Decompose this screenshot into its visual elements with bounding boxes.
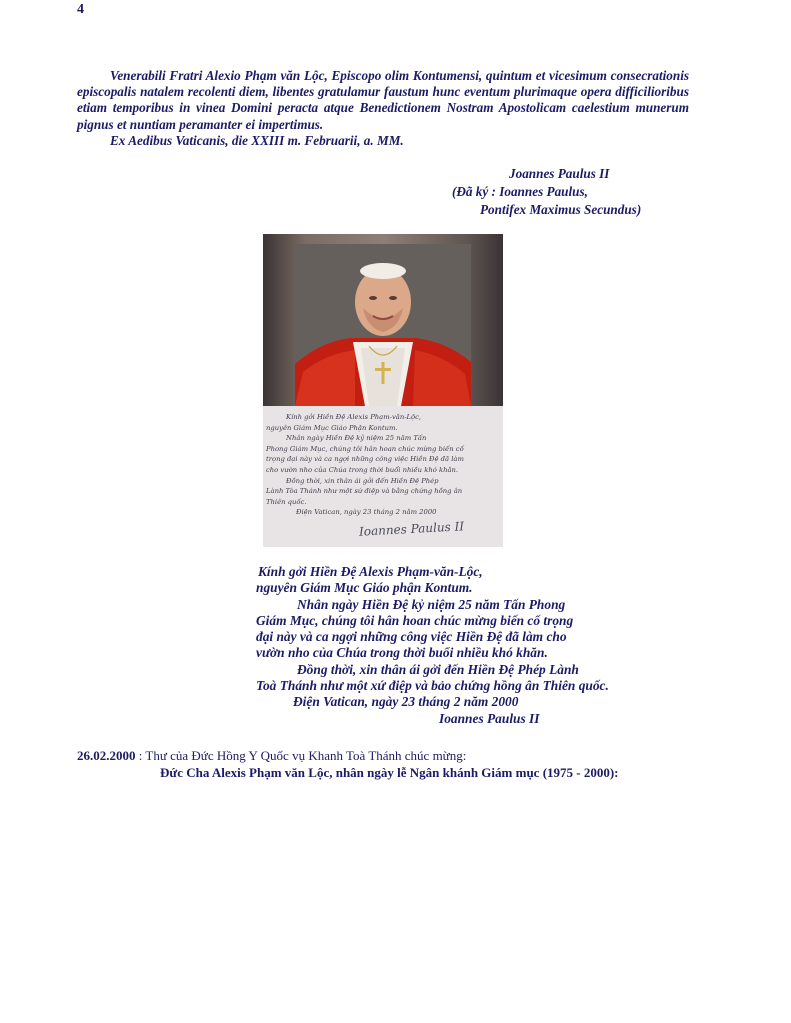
- viet-line: đại này và ca ngợi những công việc Hiền Đệ đã làm cho: [256, 629, 567, 645]
- viet-line: Giám Mục, chúng tôi hân hoan chúc mừng biến cố trọng: [256, 612, 574, 628]
- card-line: nguyên Giám Mục Giáo Phận Kontum.: [266, 423, 398, 432]
- card-line: Nhân ngày Hiền Đệ kỷ niệm 25 năm Tấn: [286, 434, 427, 443]
- viet-line: nguyên Giám Mục Giáo phận Kontum.: [256, 580, 473, 596]
- card-line: cho vườn nho của Chúa trong thời buổi nhiều khó khăn.: [266, 465, 459, 474]
- card-line: Kính gởi Hiền Đệ Alexis Phạm-văn-Lộc,: [286, 413, 422, 421]
- pope-photo-with-card: [263, 234, 503, 547]
- card-line: trọng đại này và ca ngợi những công việc Hiền Đệ đã làm: [266, 455, 464, 464]
- signed-note-line-1: (Đã ký : Ioannes Paulus,: [452, 184, 588, 199]
- viet-line: Đồng thời, xin thân ái gởi đến Hiền Đệ Phép Lành: [297, 661, 579, 677]
- pope-portrait-image: [295, 244, 471, 406]
- handwritten-signature: Ioannes Paulus II: [358, 519, 465, 539]
- card-text: [266, 412, 500, 518]
- footer-text: : Thư của Đức Hồng Y Quốc vụ Khanh Toà Thánh chúc mừng:: [135, 748, 467, 763]
- card-line: Đồng thời, xin thân ái gởi đến Hiền Đệ Phép: [286, 476, 439, 485]
- message-card: [263, 406, 503, 547]
- card-line: Lành Tòa Thánh như một sứ điệp và bằng chứng hồng ân: [266, 487, 463, 496]
- latin-paragraph: Venerabili Fratri Alexio Phạm văn Lộc, Episcopo olim Kontumensi, quintum et vicesimum consecrationis episcopalis natalem recolenti diem, libentes gratulamur faustum hunc eventum plurimaque opera difficilioribus etiam temporibus in vinea Domini peracta atque Benedictionem Nostram Apostolicam caelestium munerum pignus et nuntiam peramanter ei impertimus.: [77, 68, 689, 132]
- viet-line: Nhân ngày Hiền Đệ kỷ niệm 25 năm Tấn Phong: [297, 596, 566, 612]
- card-line: Phong Giám Mục, chúng tôi hân hoan chúc mừng biến cố: [266, 444, 464, 453]
- latin-letter: [77, 68, 689, 149]
- viet-line: Toà Thánh như một xứ điệp và bảo chứng hồng ân Thiên quốc.: [256, 678, 609, 694]
- footer-line: [77, 748, 466, 764]
- viet-signature: Ioannes Paulus II: [439, 710, 540, 726]
- footer-date: 26.02.2000: [77, 748, 136, 763]
- latin-dateline: Ex Aedibus Vaticanis, die XXIII m. Februarii, a. MM.: [110, 132, 404, 148]
- viet-line: Kính gởi Hiền Đệ Alexis Phạm-văn-Lộc,: [258, 564, 483, 579]
- footer-heading: Đức Cha Alexis Phạm văn Lộc, nhân ngày lễ Ngân khánh Giám mục (1975 - 2000):: [160, 765, 619, 780]
- vietnamese-letter: [256, 564, 609, 727]
- viet-line: Điện Vatican, ngày 23 tháng 2 năm 2000: [293, 694, 519, 710]
- page-number: 4: [77, 2, 84, 17]
- latin-signature: Joannes Paulus II: [509, 166, 610, 181]
- signed-note-line-2: Pontifex Maximus Secundus): [480, 202, 642, 217]
- viet-line: vườn nho của Chúa trong thời buổi nhiều khó khăn.: [256, 645, 548, 661]
- pope-portrait: [295, 244, 471, 406]
- card-line: Thiên quốc.: [266, 497, 307, 506]
- card-line: Điện Vatican, ngày 23 tháng 2 năm 2000: [296, 508, 437, 517]
